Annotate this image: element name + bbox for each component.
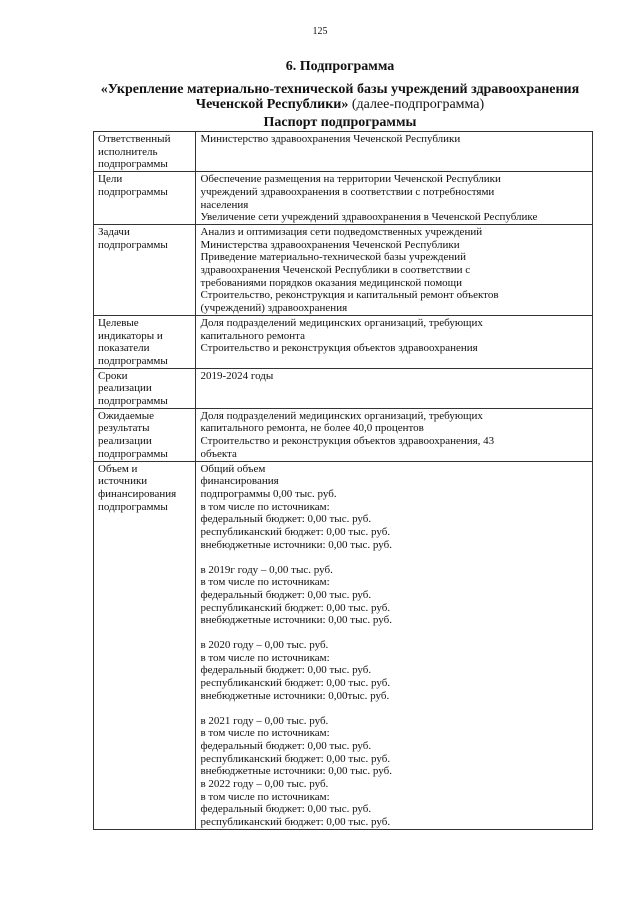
row-value-line: финансирования (200, 475, 279, 488)
row-label-line: показатели (98, 342, 150, 355)
row-value-line: подпрограммы 0,00 тыс. руб. (200, 487, 337, 500)
subprogram-title: 6. Подпрограмма (285, 59, 395, 74)
row-label-line: подпрограммы (98, 500, 168, 513)
row-value-cell (196, 368, 593, 408)
row-value-line: Приведение материально-технической базы учреждений (200, 251, 467, 264)
table-row (94, 408, 593, 461)
row-value-line: федеральный бюджет: 0,00 тыс. руб. (200, 513, 372, 526)
row-value-cell (196, 408, 593, 461)
row-value-line: внебюджетные источники: 0,00 тыс. руб. (200, 614, 392, 627)
row-label-line: Сроки (98, 369, 128, 382)
row-label-line: индикаторы и (98, 329, 163, 342)
row-label-line: Целевые (98, 316, 139, 329)
row-value-line: в 2021 году – 0,00 тыс. руб. (200, 714, 329, 727)
row-label-cell (94, 461, 196, 829)
row-label-cell (94, 224, 196, 315)
row-value-line: Доля подразделений медицинских организаций, требующих (200, 409, 483, 422)
row-value-cell (196, 224, 593, 315)
blank-line (200, 552, 588, 564)
row-value-line: Строительство и реконструкция объектов здравоохранения, 43 (200, 435, 495, 448)
row-label-line: подпрограммы (98, 354, 168, 367)
row-label-line: Задачи (98, 225, 130, 238)
row-value-cell (196, 315, 593, 368)
row-value-line: республиканский бюджет: 0,00 тыс. руб. (200, 816, 391, 829)
row-value-line: в 2019г году – 0,00 тыс. руб. (200, 563, 333, 576)
row-label-line: результаты (98, 422, 150, 435)
table-row (94, 132, 593, 172)
row-value-line: объекта (200, 447, 237, 460)
row-label-cell (94, 315, 196, 368)
subprogram-name-line-a: «Укрепление материально-технической базы учреждений здравоохранения (100, 82, 580, 97)
row-value-line: Общий объем (200, 462, 266, 475)
row-value-line: в том числе по источникам: (200, 790, 330, 803)
table-row (94, 461, 593, 829)
row-label-line: исполнитель (98, 145, 158, 158)
row-value-cell (196, 132, 593, 172)
row-label-line: источники (98, 475, 148, 488)
row-value-line: 2019-2024 годы (200, 369, 274, 382)
row-label-line: подпрограммы (98, 185, 168, 198)
row-value-line: в 2020 году – 0,00 тыс. руб. (200, 639, 329, 652)
row-value-line: Доля подразделений медицинских организаций, требующих (200, 316, 483, 329)
row-value-line: федеральный бюджет: 0,00 тыс. руб. (200, 664, 372, 677)
row-value-line: требованиями порядков оказания медицинской помощи (200, 276, 463, 289)
table-row (94, 315, 593, 368)
row-value-line: Министерство здравоохранения Чеченской Республики (200, 133, 461, 145)
row-label-line: Ожидаемые (98, 409, 155, 422)
row-value-line: Министерства здравоохранения Чеченской Республики (200, 238, 460, 251)
row-value-line: федеральный бюджет: 0,00 тыс. руб. (200, 588, 372, 601)
row-value-line: здравоохранения Чеченской Республики в соответствии с (200, 264, 471, 277)
row-value-line: Строительство, реконструкция и капитальный ремонт объектов (200, 289, 499, 302)
row-label-cell (94, 408, 196, 461)
row-value-line: республиканский бюджет: 0,00 тыс. руб. (200, 752, 391, 765)
row-label-line: Ответственный (98, 133, 171, 145)
subprogram-name-note: (далее-подпрограмма) (348, 97, 485, 112)
row-label-line: Цели (98, 173, 123, 186)
row-value-line: населения (200, 198, 249, 211)
row-value-line: в том числе по источникам: (200, 500, 330, 513)
row-label-line: подпрограммы (98, 447, 168, 460)
row-label-line: реализации (98, 435, 152, 448)
subprogram-name-line-b: Чеченской Республики» (195, 97, 349, 112)
row-value-line: республиканский бюджет: 0,00 тыс. руб. (200, 677, 391, 690)
row-value-line: Анализ и оптимизация сети подведомственных учреждений (200, 225, 483, 238)
row-value-cell (196, 172, 593, 225)
row-label-line: подпрограммы (98, 158, 168, 171)
row-value-line: в том числе по источникам: (200, 576, 330, 589)
row-value-line: (учреждений) здравоохранения (200, 302, 348, 315)
row-label-line: Объем и (98, 462, 138, 475)
blank-line (200, 627, 588, 639)
row-value-line: учреждений здравоохранения в соответствии с потребностями (200, 185, 495, 198)
passport-title: Паспорт подпрограммы (263, 115, 417, 130)
row-value-line: в 2022 году – 0,00 тыс. руб. (200, 778, 329, 791)
row-value-line: Увеличение сети учреждений здравоохранения в Чеченской Республике (200, 211, 538, 224)
table-row (94, 368, 593, 408)
blank-line (200, 703, 588, 715)
row-value-line: внебюджетные источники: 0,00тыс. руб. (200, 689, 390, 702)
row-value-line: Строительство и реконструкция объектов здравоохранения (200, 342, 478, 355)
row-value-line: республиканский бюджет: 0,00 тыс. руб. (200, 526, 391, 539)
row-label-cell (94, 368, 196, 408)
passport-table (93, 131, 593, 830)
subprogram-name (60, 82, 620, 112)
row-value-line: федеральный бюджет: 0,00 тыс. руб. (200, 803, 372, 816)
row-label-cell (94, 132, 196, 172)
row-value-line: капитального ремонта, не более 40,0 процентов (200, 422, 424, 435)
row-label-line: подпрограммы (98, 395, 168, 408)
row-label-line: финансирования (98, 487, 177, 500)
row-value-line: внебюджетные источники: 0,00 тыс. руб. (200, 538, 392, 551)
page-number: 125 (312, 26, 328, 37)
row-value-cell (196, 461, 593, 829)
row-value-line: Обеспечение размещения на территории Чеченской Республики (200, 173, 501, 186)
row-label-line: подпрограммы (98, 238, 168, 251)
row-value-line: республиканский бюджет: 0,00 тыс. руб. (200, 601, 391, 614)
row-label-line: реализации (98, 382, 152, 395)
row-value-line: капитального ремонта (200, 329, 305, 342)
row-value-line: федеральный бюджет: 0,00 тыс. руб. (200, 739, 372, 752)
row-value-line: в том числе по источникам: (200, 651, 330, 664)
table-row (94, 172, 593, 225)
row-value-line: в том числе по источникам: (200, 727, 330, 740)
table-row (94, 224, 593, 315)
row-value-line: внебюджетные источники: 0,00 тыс. руб. (200, 765, 392, 778)
row-label-cell (94, 172, 196, 225)
